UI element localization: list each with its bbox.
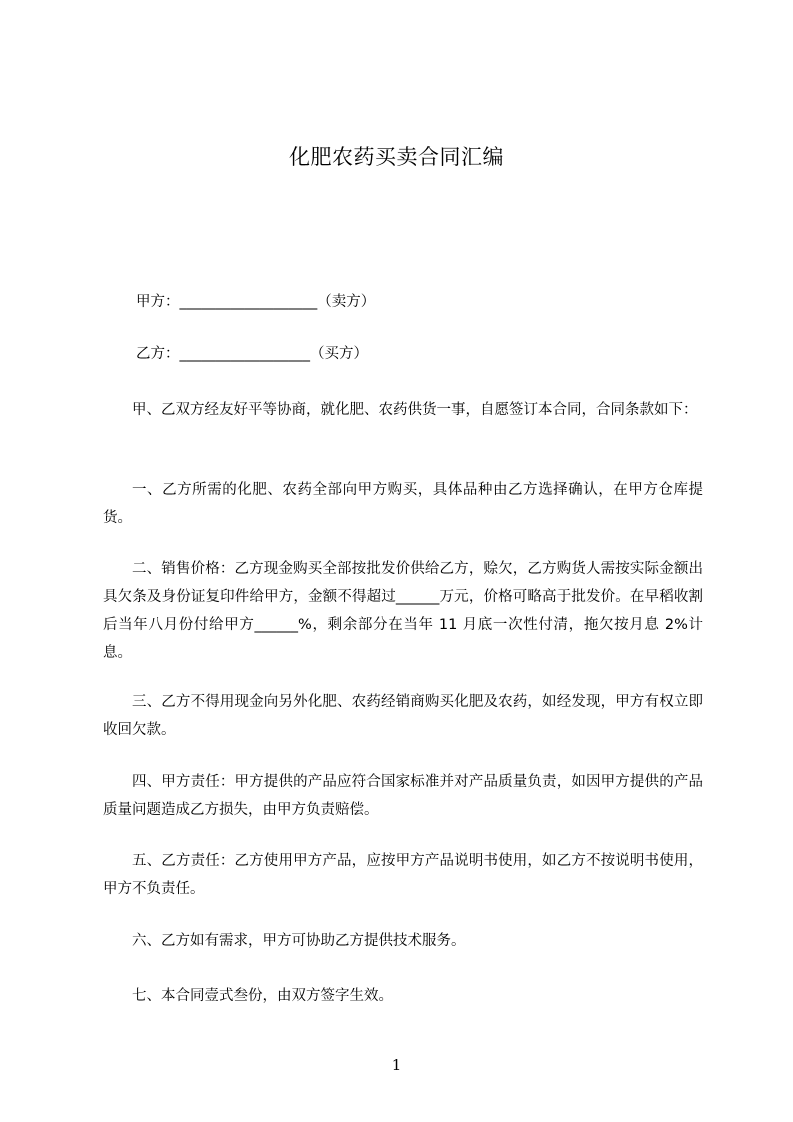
- clause-1: 一、乙方所需的化肥、农药全部向甲方购买，具体品种由乙方选择确认，在甲方仓库提货。: [103, 482, 703, 526]
- party-b-line: 乙方：__________________（买方）: [136, 346, 368, 362]
- clause-4: 四、甲方责任：甲方提供的产品应符合国家标准并对产品质量负责，如因甲方提供的产品质量问题造成乙方损失，由甲方负责赔偿。: [103, 774, 703, 818]
- intro-paragraph: 甲、乙双方经友好平等协商，就化肥、农药供货一事，自愿签订本合同，合同条款如下：: [132, 402, 698, 418]
- clause-3: 三、乙方不得用现金向另外化肥、农药经销商购买化肥及农药，如经发现，甲方有权立即收回欠款。: [103, 694, 703, 738]
- page-number: 1: [391, 1056, 402, 1074]
- party-a-line: 甲方：___________________（卖方）: [136, 294, 376, 310]
- clause-2: 二、销售价格：乙方现金购买全部按批发价供给乙方，赊欠，乙方购货人需按实际金额出具欠条及身份证复印件给甲方，金额不得超过______万元，价格可略高于批发价。在早稻收割后当年八月份付给甲方______%，剩余部分在当年 11 月底一次性付清，拖欠按月息 2%计息。: [103, 561, 703, 661]
- clause-5: 五、乙方责任：乙方使用甲方产品，应按甲方产品说明书使用，如乙方不按说明书使用，甲方不负责任。: [103, 853, 703, 897]
- document-title: 化肥农药买卖合同汇编: [289, 145, 504, 169]
- clause-6: 六、乙方如有需求，甲方可协助乙方提供技术服务。: [132, 933, 466, 949]
- clause-7: 七、本合同壹式叁份，由双方签字生效。: [132, 988, 393, 1004]
